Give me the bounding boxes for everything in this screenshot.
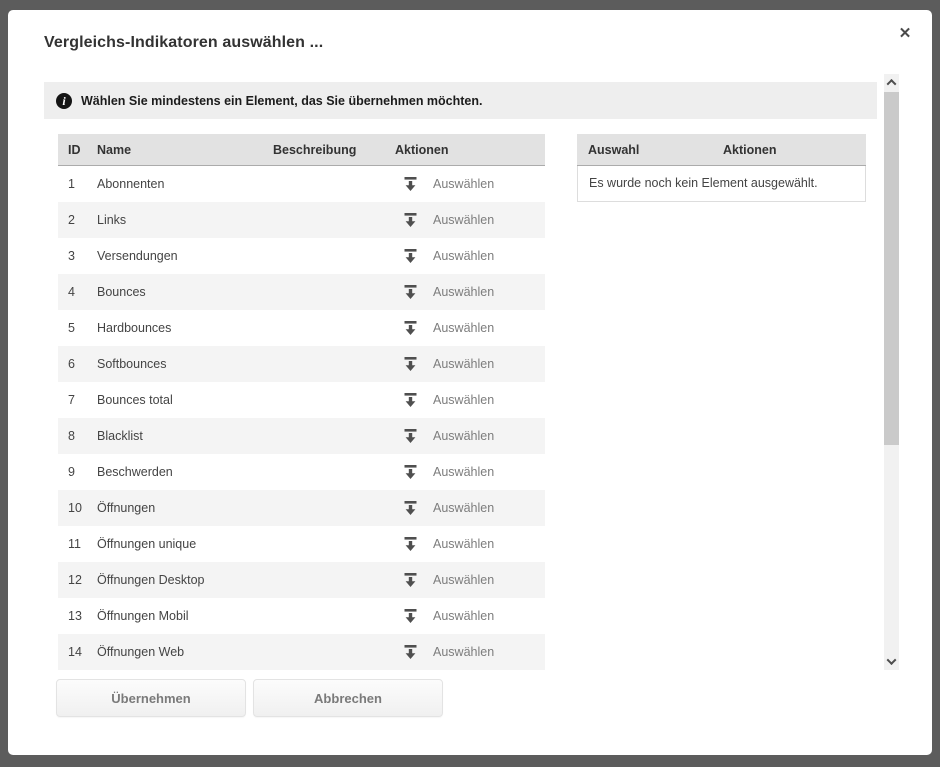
row-actions (395, 537, 545, 551)
row-id: 9 (68, 465, 75, 479)
close-icon: ✕ (898, 25, 912, 42)
row-actions (395, 501, 545, 515)
arrow-down-from-bar-icon[interactable] (404, 465, 417, 479)
row-id: 10 (68, 501, 82, 515)
select-link[interactable]: Auswählen (433, 537, 495, 551)
row-id: 5 (68, 321, 75, 335)
row-name: Links (97, 213, 127, 227)
table-row (58, 562, 545, 598)
table-row (58, 490, 545, 526)
arrow-down-from-bar-icon[interactable] (404, 537, 417, 551)
table-row (58, 166, 545, 202)
row-actions (395, 285, 545, 299)
arrow-down-from-bar-icon[interactable] (404, 249, 417, 263)
select-link[interactable]: Auswählen (433, 321, 495, 335)
scroll-up-button[interactable] (884, 74, 899, 91)
info-icon: i (56, 93, 72, 109)
column-header-selection-actions: Aktionen (723, 142, 777, 157)
dialog-title: Vergleichs-Indikatoren auswählen ... (44, 34, 324, 51)
row-id: 3 (68, 249, 75, 263)
arrow-down-from-bar-icon[interactable] (404, 357, 417, 371)
row-id: 8 (68, 429, 75, 443)
arrow-down-from-bar-icon[interactable] (404, 177, 417, 191)
table-row (58, 526, 545, 562)
indicators-table (58, 134, 545, 670)
row-name: Blacklist (97, 429, 143, 443)
info-message: Wählen Sie mindestens ein Element, das Sie übernehmen möchten. (81, 93, 483, 108)
chevron-down-icon (887, 655, 897, 665)
row-actions (395, 393, 545, 407)
select-link[interactable]: Auswählen (433, 573, 495, 587)
row-name: Versendungen (97, 249, 178, 263)
chevron-up-icon (887, 79, 897, 89)
arrow-down-from-bar-icon[interactable] (404, 213, 417, 227)
table-row (58, 418, 545, 454)
select-link[interactable]: Auswählen (433, 609, 495, 623)
row-name: Softbounces (97, 357, 167, 371)
indicators-table-header (58, 134, 545, 166)
row-actions (395, 357, 545, 371)
select-link[interactable]: Auswählen (433, 213, 495, 227)
selection-table (577, 134, 866, 202)
column-header-id: ID (68, 142, 81, 157)
row-actions (395, 465, 545, 479)
scroll-down-button[interactable] (884, 653, 899, 670)
select-link[interactable]: Auswählen (433, 249, 495, 263)
selection-table-header (577, 134, 866, 166)
row-id: 11 (68, 537, 81, 551)
row-name: Öffnungen Desktop (97, 573, 205, 587)
row-name: Bounces total (97, 393, 173, 407)
scroll-viewport (44, 74, 877, 670)
select-link[interactable]: Auswählen (433, 645, 495, 659)
select-link[interactable]: Auswählen (433, 285, 495, 299)
apply-button[interactable]: Übernehmen (56, 679, 246, 717)
row-actions (395, 213, 545, 227)
row-id: 2 (68, 213, 75, 227)
table-row (58, 598, 545, 634)
indicators-table-body (58, 166, 545, 670)
row-actions (395, 573, 545, 587)
row-name: Öffnungen unique (97, 537, 197, 551)
table-row (58, 382, 545, 418)
selection-empty-message: Es wurde noch kein Element ausgewählt. (577, 166, 866, 202)
column-header-description: Beschreibung (273, 142, 357, 157)
scrollbar-thumb[interactable] (884, 92, 899, 445)
row-name: Bounces (97, 285, 146, 299)
arrow-down-from-bar-icon[interactable] (404, 645, 417, 659)
row-id: 13 (68, 609, 82, 623)
row-actions (395, 429, 545, 443)
arrow-down-from-bar-icon[interactable] (404, 393, 417, 407)
row-name: Abonnenten (97, 177, 165, 191)
row-id: 12 (68, 573, 82, 587)
table-row (58, 346, 545, 382)
vertical-scrollbar[interactable] (884, 74, 899, 670)
row-actions (395, 645, 545, 659)
arrow-down-from-bar-icon[interactable] (404, 285, 417, 299)
row-actions (395, 177, 545, 191)
close-button[interactable] (894, 22, 916, 44)
row-actions (395, 609, 545, 623)
table-row (58, 310, 545, 346)
select-link[interactable]: Auswählen (433, 501, 495, 515)
row-actions (395, 321, 545, 335)
arrow-down-from-bar-icon[interactable] (404, 501, 417, 515)
row-name: Beschwerden (97, 465, 173, 479)
column-header-name: Name (97, 142, 132, 157)
arrow-down-from-bar-icon[interactable] (404, 609, 417, 623)
row-id: 14 (68, 645, 82, 659)
select-link[interactable]: Auswählen (433, 393, 495, 407)
row-actions (395, 249, 545, 263)
row-name: Öffnungen Mobil (97, 609, 189, 623)
table-row (58, 202, 545, 238)
info-banner (44, 82, 877, 119)
select-link[interactable]: Auswählen (433, 177, 495, 191)
row-name: Hardbounces (97, 321, 172, 335)
cancel-button[interactable]: Abbrechen (253, 679, 443, 717)
row-id: 4 (68, 285, 75, 299)
select-link[interactable]: Auswählen (433, 357, 495, 371)
column-header-selection: Auswahl (588, 142, 640, 157)
table-row (58, 274, 545, 310)
dialog (8, 10, 932, 755)
arrow-down-from-bar-icon[interactable] (404, 429, 417, 443)
arrow-down-from-bar-icon[interactable] (404, 321, 417, 335)
select-link[interactable]: Auswählen (433, 429, 495, 443)
table-row (58, 454, 545, 490)
row-name: Öffnungen (97, 501, 156, 515)
row-name: Öffnungen Web (97, 645, 185, 659)
row-id: 6 (68, 357, 75, 371)
select-link[interactable]: Auswählen (433, 465, 495, 479)
table-row (58, 634, 545, 670)
arrow-down-from-bar-icon[interactable] (404, 573, 417, 587)
row-id: 1 (68, 177, 75, 191)
column-header-actions: Aktionen (395, 142, 449, 157)
table-row (58, 238, 545, 274)
row-id: 7 (68, 393, 75, 407)
